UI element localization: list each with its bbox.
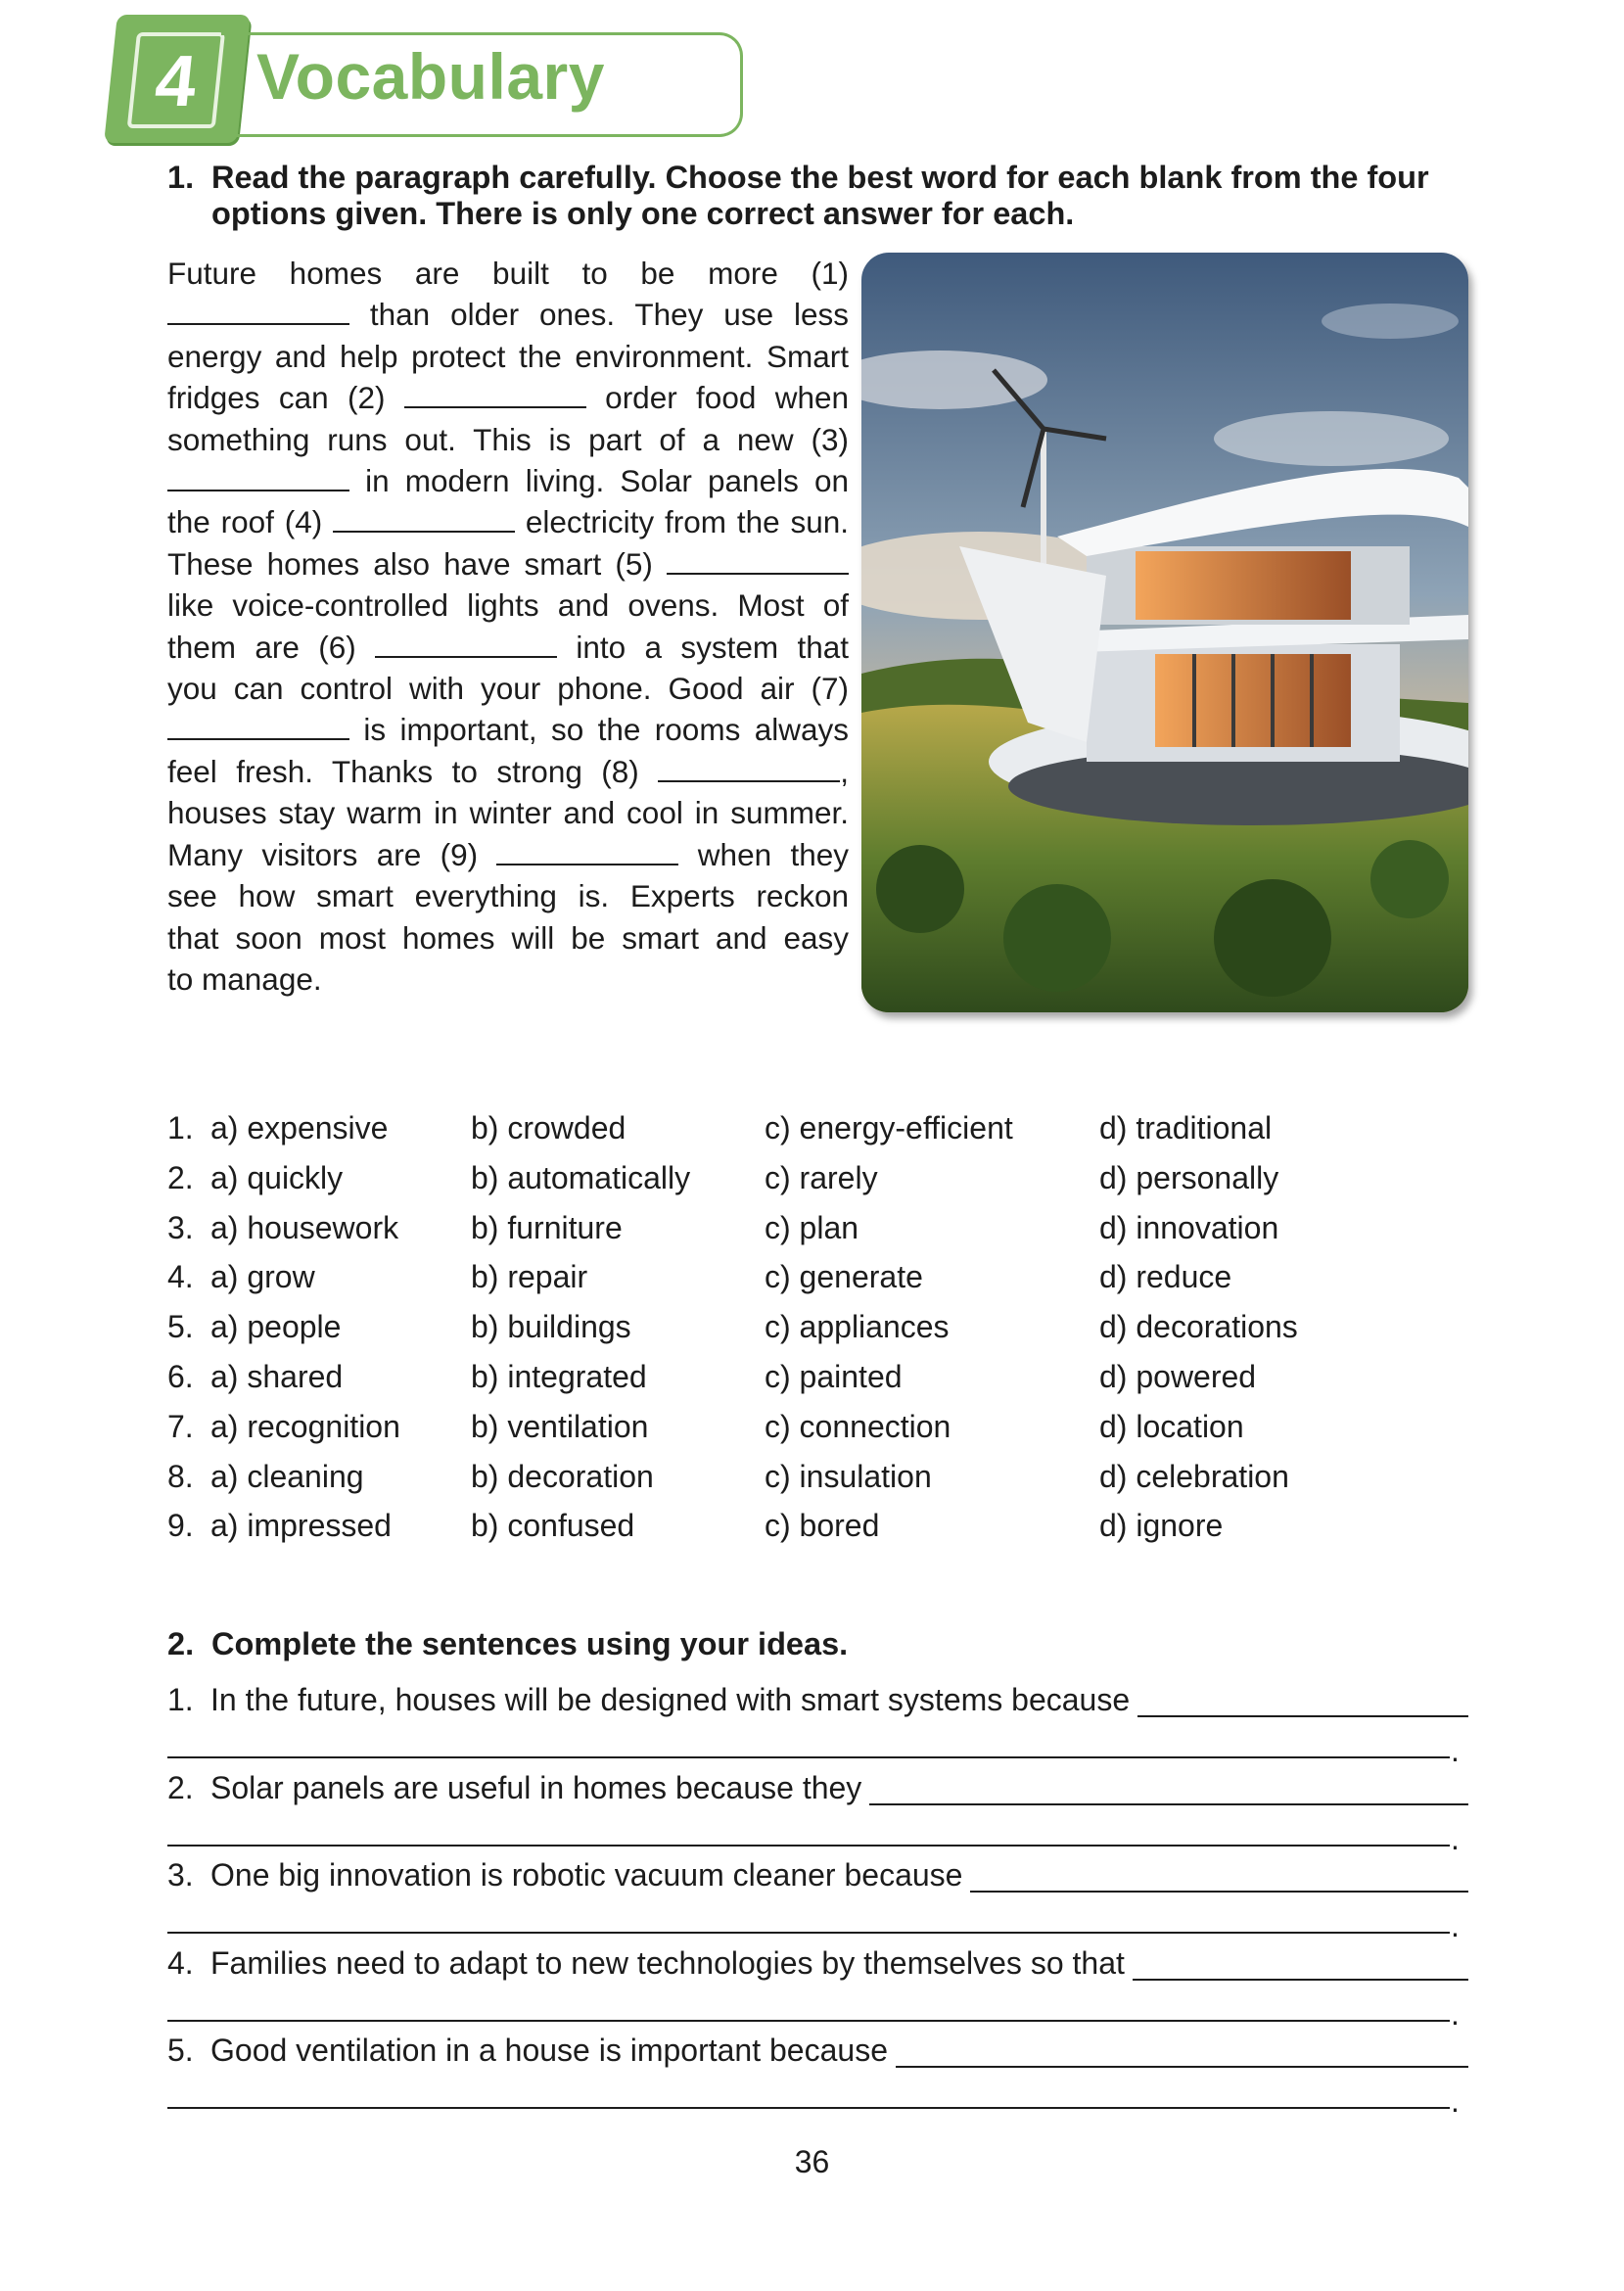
line-period: . [1451,2083,1460,2119]
option-number: 8. [167,1458,194,1494]
option-c[interactable]: c) generate [765,1259,923,1295]
answer-line[interactable] [1133,1979,1468,1981]
paragraph-text: the roof (4) [167,504,334,540]
item-number: 3. [167,1857,194,1893]
paragraph-text: in modern living. Solar panels on [349,463,849,499]
option-b[interactable]: b) decoration [471,1458,654,1494]
paragraph-text: that soon most homes will be smart and easy [167,919,849,956]
option-b[interactable]: b) repair [471,1259,588,1295]
option-c[interactable]: c) rarely [765,1159,878,1195]
paragraph-line [167,460,849,501]
item-sentence: Solar panels are useful in homes because they [210,1769,862,1805]
paragraph-text: order food when [585,380,849,416]
option-c[interactable]: c) painted [765,1359,903,1394]
option-number: 2. [167,1159,194,1195]
option-c[interactable]: c) bored [765,1508,880,1544]
option-b[interactable]: b) confused [471,1508,635,1544]
answer-line[interactable] [1137,1715,1468,1717]
paragraph-text: Many visitors are (9) [167,836,497,872]
answer-line[interactable] [167,2107,1450,2109]
answer-line[interactable] [869,1803,1468,1805]
answer-line[interactable] [167,2020,1450,2022]
completion-item [167,1943,1468,2032]
option-a[interactable]: a) people [210,1309,342,1345]
option-row [167,1455,1342,1498]
option-number: 3. [167,1209,194,1245]
paragraph-line [167,336,849,377]
paragraph-text: than older ones. They use less [349,297,849,333]
answer-blank[interactable] [375,629,557,658]
option-number: 5. [167,1309,194,1345]
completion-item [167,2031,1468,2119]
exercise-1-number: 1. [167,160,195,195]
paragraph-line [167,958,849,1000]
option-a[interactable]: a) quickly [210,1159,344,1195]
paragraph-line [167,543,849,584]
option-a[interactable]: a) recognition [210,1408,400,1444]
option-a[interactable]: a) housework [210,1209,399,1245]
option-d[interactable]: d) ignore [1099,1508,1224,1544]
answer-blank[interactable] [658,753,840,782]
option-b[interactable]: b) buildings [471,1309,631,1345]
item-number: 5. [167,2033,194,2068]
paragraph-text: like voice-controlled lights and ovens. Most of [167,587,849,624]
answer-line[interactable] [167,1756,1450,1758]
item-sentence: Families need to adapt to new technologies by themselves so that [210,1944,1125,1981]
completion-item [167,1855,1468,1943]
item-number: 1. [167,1682,194,1717]
exercise-2-heading [167,1626,1342,1665]
option-c[interactable]: c) connection [765,1408,951,1444]
option-row [167,1504,1342,1547]
paragraph-text: fridges can (2) [167,380,404,416]
paragraph-text: to manage. [167,960,322,997]
item-sentence: Good ventilation in a house is important because [210,2033,888,2068]
exercise-1-instruction-line1: Read the paragraph carefully. Choose the best word for each blank from the four [211,160,1429,195]
paragraph-text: them are (6) [167,629,376,665]
paragraph-text: houses stay warm in winter and cool in summer. [167,795,849,831]
option-number: 1. [167,1110,194,1146]
option-row [167,1305,1342,1348]
option-number: 9. [167,1508,194,1544]
item-sentence: In the future, houses will be designed with smart systems because [210,1682,1131,1717]
paragraph-line [167,501,849,542]
option-number: 7. [167,1408,194,1444]
option-d[interactable]: d) personally [1099,1159,1279,1195]
unit-number: 4 [127,32,225,128]
option-b[interactable]: b) ventilation [471,1408,649,1444]
option-d[interactable]: d) traditional [1099,1110,1273,1146]
reading-paragraph [167,253,849,1000]
paragraph-text: see how smart everything is. Experts reckon [167,878,849,914]
option-a[interactable]: a) impressed [210,1508,392,1544]
paragraph-line [167,377,849,418]
option-number: 6. [167,1359,194,1394]
paragraph-text: something runs out. This is part of a new (3) [167,421,849,457]
page-title: Vocabulary [256,40,605,113]
option-d[interactable]: d) location [1099,1408,1244,1444]
answer-line[interactable] [167,1845,1450,1847]
option-a[interactable]: a) grow [210,1259,315,1295]
paragraph-text: when they [678,836,849,872]
paragraph-text: into a system that [557,629,849,665]
paragraph-line [167,875,849,916]
paragraph-line [167,917,849,958]
smart-house-photo [861,253,1468,1012]
option-c[interactable]: c) appliances [765,1309,950,1345]
paragraph-line [167,584,849,626]
option-d[interactable]: d) celebration [1099,1458,1289,1494]
option-row [167,1206,1342,1249]
paragraph-text: Future homes are built to be more (1) [167,256,849,291]
paragraph-line [167,668,849,709]
option-a[interactable]: a) shared [210,1359,344,1394]
page-number: 36 [794,2144,830,2179]
option-row [167,1405,1342,1448]
answer-blank[interactable] [404,379,586,408]
answer-line[interactable] [896,2066,1468,2068]
line-period: . [1451,1820,1460,1856]
answer-blank[interactable] [667,545,849,575]
answer-line[interactable] [970,1891,1468,1893]
completion-item [167,1768,1468,1856]
paragraph-text: is important, so the rooms always [349,712,849,748]
paragraph-line [167,751,849,792]
option-c[interactable]: c) energy-efficient [765,1110,1013,1146]
line-period: . [1451,1733,1460,1768]
answer-line[interactable] [167,1932,1450,1934]
item-sentence: One big innovation is robotic vacuum cleaner because [210,1857,963,1893]
exercise-2-instruction: Complete the sentences using your ideas. [211,1626,849,1661]
paragraph-line [167,253,849,294]
paragraph-line [167,792,849,833]
paragraph-line [167,834,849,875]
option-c[interactable]: c) insulation [765,1458,932,1494]
completion-item [167,1680,1468,1768]
paragraph-text: you can control with your phone. Good air (7) [167,671,849,707]
paragraph-line [167,419,849,460]
option-b[interactable]: b) automatically [471,1159,691,1195]
option-c[interactable]: c) plan [765,1209,859,1245]
option-number: 4. [167,1259,194,1295]
paragraph-text: These homes also have smart (5) [167,545,667,582]
paragraph-text: electricity from the sun. [515,504,849,540]
option-d[interactable]: d) powered [1099,1359,1257,1394]
line-period: . [1451,1908,1460,1943]
answer-blank[interactable] [167,296,349,325]
paragraph-text: , [840,753,849,789]
paragraph-text: energy and help protect the environment. Smart [167,338,849,374]
option-row [167,1255,1342,1298]
option-d[interactable]: d) reduce [1099,1259,1232,1295]
item-number: 2. [167,1769,194,1805]
exercise-2-number: 2. [167,1626,195,1661]
answer-blank[interactable] [333,503,515,533]
option-row [167,1156,1342,1199]
option-b[interactable]: b) crowded [471,1110,626,1146]
option-d[interactable]: d) innovation [1099,1209,1279,1245]
answer-blank[interactable] [167,462,349,491]
line-period: . [1451,1995,1460,2032]
option-b[interactable]: b) furniture [471,1209,623,1245]
paragraph-text: feel fresh. Thanks to strong (8) [167,753,659,789]
option-b[interactable]: b) integrated [471,1359,647,1394]
exercise-1-instruction-line2: options given. There is only one correct answer for each. [211,196,1075,231]
paragraph-line [167,709,849,750]
paragraph-line [167,627,849,668]
answer-blank[interactable] [167,711,349,740]
paragraph-line [167,294,849,335]
option-row [167,1106,1342,1149]
item-number: 4. [167,1944,194,1981]
option-d[interactable]: d) decorations [1099,1309,1298,1345]
option-row [167,1355,1342,1398]
option-a[interactable]: a) cleaning [210,1458,364,1494]
exercise-1-heading [167,160,1479,238]
option-a[interactable]: a) expensive [210,1110,389,1146]
answer-blank[interactable] [496,836,678,865]
